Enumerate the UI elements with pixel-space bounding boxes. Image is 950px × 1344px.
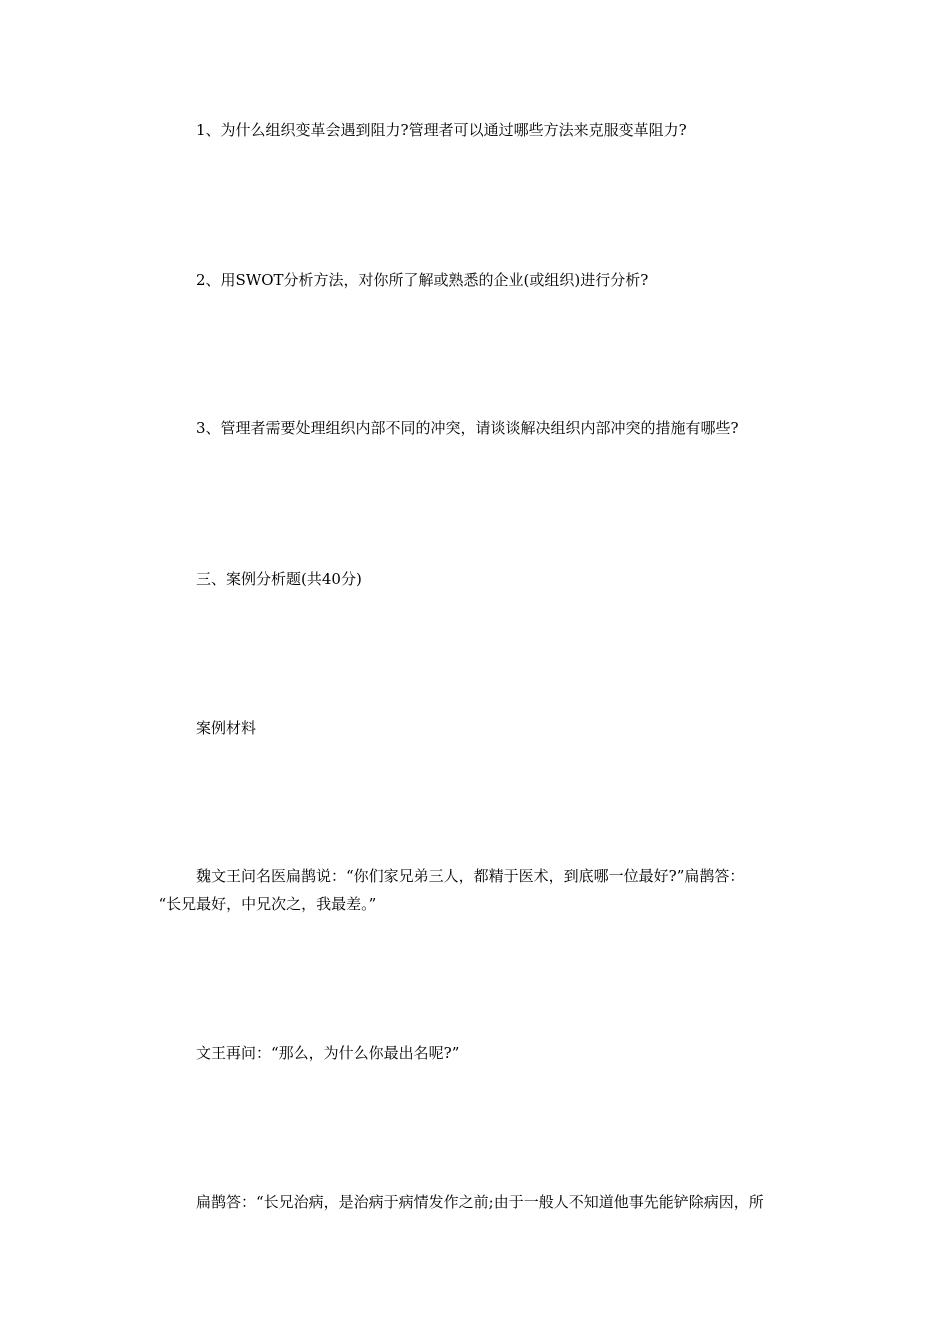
section-heading-case-analysis: 三、案例分析题(共40分) (196, 570, 362, 588)
case-paragraph-1 (158, 862, 812, 918)
case-paragraph-3: 扁鹊答：“长兄治病，是治病于病情发作之前;由于一般人不知道他事先能铲除病因，所 (196, 1193, 764, 1211)
question-2: 2、用SWOT分析方法，对你所了解或熟悉的企业(或组织)进行分析? (196, 271, 649, 289)
case-paragraph-1-line-1: 魏文王问名医扁鹊说：“你们家兄弟三人，都精于医术，到底哪一位最好?”扁鹊答： (196, 867, 745, 885)
case-material-title: 案例材料 (196, 719, 257, 737)
case-paragraph-1-line-2: “长兄最好，中兄次之，我最差。” (158, 895, 377, 913)
case-paragraph-2: 文王再问：“那么，为什么你最出名呢?” (196, 1044, 460, 1062)
question-1: 1、为什么组织变革会遇到阻力?管理者可以通过哪些方法来克服变革阻力? (196, 121, 687, 139)
question-3: 3、管理者需要处理组织内部不同的冲突，请谈谈解决组织内部冲突的措施有哪些? (196, 419, 739, 437)
